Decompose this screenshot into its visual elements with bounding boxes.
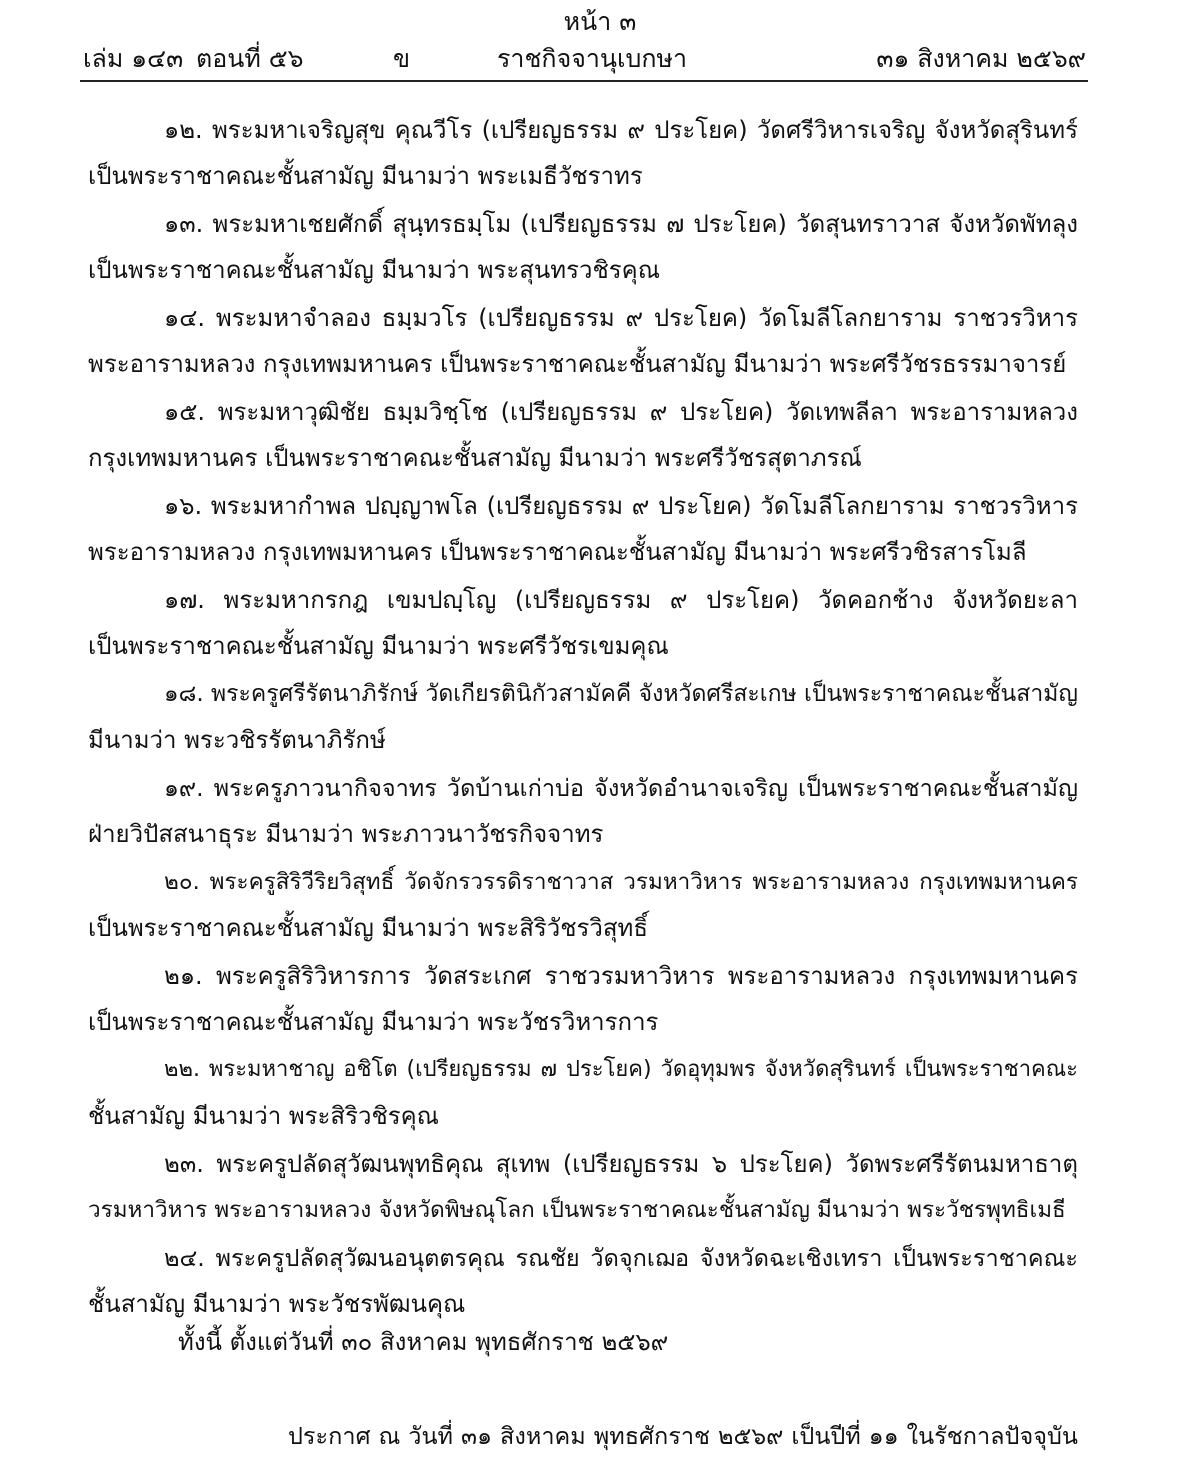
list-item xyxy=(88,484,1078,578)
entry-first-line: ๒๑. พระครูสิริวิหารการ วัดสระเกศ ราชวรมหาวิหาร พระอารามหลวง กรุงเทพมหานคร xyxy=(164,962,1078,990)
list-item xyxy=(88,202,1078,296)
entry-first-line: ๑๖. พระมหากำพล ปญฺญาพโล (เปรียญธรรม ๙ ประโยค) วัดโมลีโลกยาราม ราชวรวิหาร xyxy=(164,492,1078,520)
entry-second-line: เป็นพระราชาคณะชั้นสามัญ มีนามว่า พระเมธีวัชราทร xyxy=(88,162,643,190)
list-item xyxy=(88,672,1078,766)
publication-name: ราชกิจจานุเบกษา xyxy=(497,44,688,73)
entry-second-line: วรมหาวิหาร พระอารามหลวง จังหวัดพิษณุโลก เป็นพระราชาคณะชั้นสามัญ มีนามว่า พระวัชรพุทธิเมธี xyxy=(88,1197,1066,1223)
entry-second-line: พระอารามหลวง กรุงเทพมหานคร เป็นพระราชาคณะชั้นสามัญ มีนามว่า พระศรีวชิรสารโมลี xyxy=(88,538,1027,566)
list-item xyxy=(88,1142,1078,1236)
entry-second-line: กรุงเทพมหานคร เป็นพระราชาคณะชั้นสามัญ มีนามว่า พระศรีวัชรสุตาภรณ์ xyxy=(88,444,862,472)
part-label: ข xyxy=(393,44,411,73)
entry-first-line: ๒๓. พระครูปลัดสุวัฒนพุทธิคุณ สุเทพ (เปรียญธรรม ๖ ประโยค) วัดพระศรีรัตนมหาธาตุ xyxy=(164,1150,1078,1178)
gazette-header xyxy=(83,42,1086,76)
entry-first-line: ๑๘. พระครูศรีรัตนาภิรักษ์ วัดเกียรตินิกัวสามัคคี จังหวัดศรีสะเกษ เป็นพระราชาคณะชั้นสามัญ xyxy=(164,681,1078,707)
list-item xyxy=(88,390,1078,484)
list-item xyxy=(88,108,1078,202)
entry-second-line: เป็นพระราชาคณะชั้นสามัญ มีนามว่า พระสุนทรวชิรคุณ xyxy=(88,256,660,284)
entry-second-line: มีนามว่า พระวชิรรัตนาภิรักษ์ xyxy=(88,726,386,754)
list-item xyxy=(88,296,1078,390)
entry-first-line: ๒๔. พระครูปลัดสุวัฒนอนุตตรคุณ รณชัย วัดจุกเฌอ จังหวัดฉะเชิงเทรา เป็นพระราชาคณะ xyxy=(164,1244,1078,1272)
entry-first-line: ๑๗. พระมหากรกฎ เขมปญฺโญ (เปรียญธรรม ๙ ประโยค) วัดคอกช้าง จังหวัดยะลา xyxy=(164,586,1078,614)
list-item xyxy=(88,1236,1078,1330)
effective-date: ทั้งนี้ ตั้งแต่วันที่ ๓๐ สิงหาคม พุทธศักราช ๒๕๖๙ xyxy=(178,1328,669,1356)
appointment-list xyxy=(88,108,1078,1330)
header-divider xyxy=(80,80,1088,82)
list-item xyxy=(88,1048,1078,1142)
list-item xyxy=(88,860,1078,954)
list-item xyxy=(88,766,1078,860)
entry-first-line: ๑๒. พระมหาเจริญสุข คุณวีโร (เปรียญธรรม ๙ ประโยค) วัดศรีวิหารเจริญ จังหวัดสุรินทร์ xyxy=(164,116,1078,144)
entry-second-line: ชั้นสามัญ มีนามว่า พระวัชรพัฒนคุณ xyxy=(88,1290,466,1318)
entry-first-line: ๑๙. พระครูภาวนากิจจาทร วัดบ้านเก่าบ่อ จังหวัดอำนาจเจริญ เป็นพระราชาคณะชั้นสามัญ xyxy=(164,774,1078,802)
list-item xyxy=(88,578,1078,672)
entry-first-line: ๑๕. พระมหาวุฒิชัย ธมฺมวิชฺโช (เปรียญธรรม ๙ ประโยค) วัดเทพลีลา พระอารามหลวง xyxy=(164,398,1078,426)
entry-second-line: ชั้นสามัญ มีนามว่า พระสิริวชิรคุณ xyxy=(88,1102,439,1130)
entry-second-line: เป็นพระราชาคณะชั้นสามัญ มีนามว่า พระสิริวัชรวิสุทธิ์ xyxy=(88,914,649,942)
entry-first-line: ๑๔. พระมหาจำลอง ธมฺมวโร (เปรียญธรรม ๙ ประโยค) วัดโมลีโลกยาราม ราชวรวิหาร xyxy=(164,304,1078,332)
volume-label: เล่ม ๑๔๓ xyxy=(83,44,184,73)
entry-first-line: ๒๐. พระครูสิริวีริยวิสุทธิ์ วัดจักรวรรดิราชาวาส วรมหาวิหาร พระอารามหลวง กรุงเทพมหานคร xyxy=(164,869,1078,895)
publication-date: ๓๑ สิงหาคม ๒๕๖๙ xyxy=(876,44,1086,73)
entry-second-line: พระอารามหลวง กรุงเทพมหานคร เป็นพระราชาคณะชั้นสามัญ มีนามว่า พระศรีวัชรธรรมาจารย์ xyxy=(88,350,1067,378)
entry-second-line: เป็นพระราชาคณะชั้นสามัญ มีนามว่า พระวัชรวิหารการ xyxy=(88,1008,659,1036)
proclamation-date: ประกาศ ณ วันที่ ๓๑ สิงหาคม พุทธศักราช ๒๕๖๙ เป็นปีที่ ๑๑ ในรัชกาลปัจจุบัน xyxy=(288,1422,1078,1450)
entry-first-line: ๑๓. พระมหาเชยศักดิ์ สุนฺทรธมฺโม (เปรียญธรรม ๗ ประโยค) วัดสุนทราวาส จังหวัดพัทลุง xyxy=(164,210,1078,238)
section-label: ตอนที่ ๕๖ xyxy=(196,44,304,73)
entry-first-line: ๒๒. พระมหาชาญ อชิโต (เปรียญธรรม ๗ ประโยค) วัดอุทุมพร จังหวัดสุรินทร์ เป็นพระราชาคณะ xyxy=(164,1057,1078,1082)
entry-second-line: เป็นพระราชาคณะชั้นสามัญ มีนามว่า พระศรีวัชรเขมคุณ xyxy=(88,632,669,660)
entry-second-line: ฝ่ายวิปัสสนาธุระ มีนามว่า พระภาวนาวัชรกิจจาทร xyxy=(88,820,604,848)
page-number: หน้า ๓ xyxy=(563,7,637,36)
list-item xyxy=(88,954,1078,1048)
